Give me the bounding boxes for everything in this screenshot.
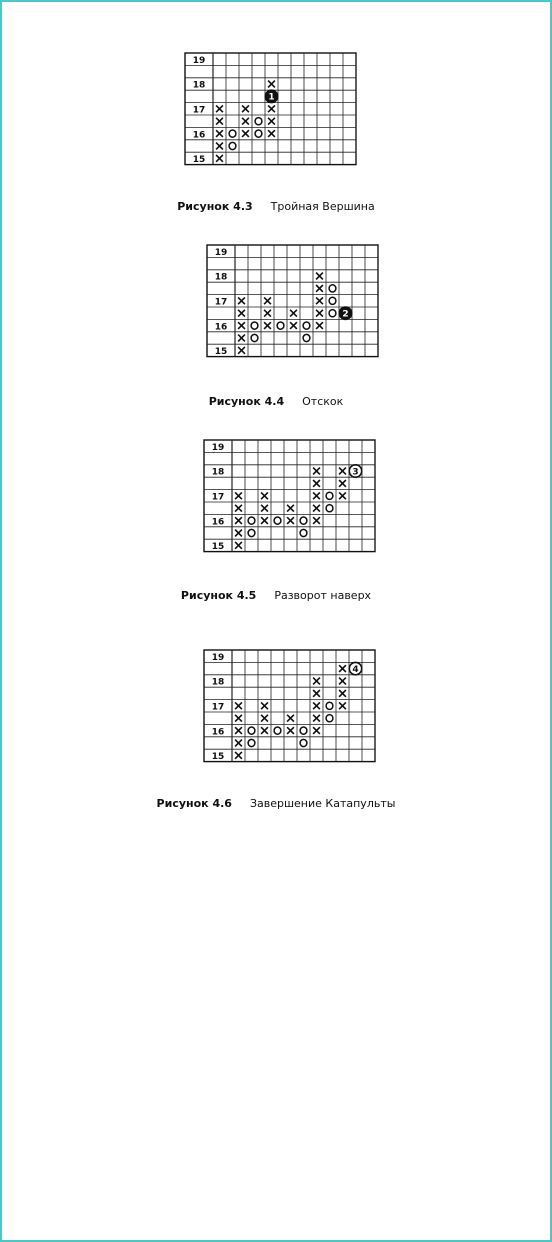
figure-caption (0, 797, 552, 810)
x-mark (261, 727, 268, 734)
x-mark (216, 105, 223, 112)
y-tick-label: 17 (214, 297, 228, 308)
x-mark (313, 715, 320, 722)
x-mark (261, 715, 268, 722)
x-mark (235, 530, 242, 537)
grid-lines (207, 245, 378, 357)
x-mark (316, 285, 323, 292)
x-mark (235, 542, 242, 549)
x-mark (264, 310, 271, 317)
figure-title: Завершение Катапульты (249, 797, 396, 810)
x-mark (261, 517, 268, 524)
figure-title: Разворот наверх (274, 589, 372, 602)
x-mark (339, 678, 346, 685)
x-mark (238, 310, 245, 317)
pnf-grid-svg (203, 649, 390, 763)
figure-title: Отскок (302, 395, 344, 408)
o-mark (255, 130, 262, 137)
signal-marker-label: 3 (352, 467, 359, 478)
y-tick-label: 18 (211, 677, 225, 688)
x-mark (235, 740, 242, 747)
o-mark (274, 727, 281, 734)
x-mark (242, 105, 249, 112)
x-mark (287, 715, 294, 722)
y-tick-label: 17 (192, 105, 206, 116)
figure-caption (0, 395, 552, 408)
y-tick-label: 15 (192, 155, 206, 166)
signal-marker-label: 1 (268, 92, 275, 103)
x-mark (287, 727, 294, 734)
o-mark (300, 739, 307, 746)
signal-marker-label: 4 (352, 664, 359, 675)
x-mark (235, 715, 242, 722)
x-mark (339, 468, 346, 475)
x-mark (313, 505, 320, 512)
x-mark (235, 517, 242, 524)
x-mark (268, 81, 275, 88)
o-mark (300, 529, 307, 536)
x-mark (287, 505, 294, 512)
x-mark (264, 322, 271, 329)
pnf-grid-svg (184, 52, 371, 166)
x-mark (238, 297, 245, 304)
y-tick-label: 16 (214, 322, 228, 333)
y-tick-label: 15 (211, 542, 225, 553)
o-mark (274, 517, 281, 524)
x-mark (235, 702, 242, 709)
figure-label: Рисунок 4.6 (156, 797, 232, 810)
o-mark (251, 322, 258, 329)
x-mark (238, 347, 245, 354)
y-tick-label: 16 (192, 130, 206, 141)
x-mark (264, 297, 271, 304)
o-mark (255, 118, 262, 125)
o-mark (277, 322, 284, 329)
o-mark (229, 130, 236, 137)
pnf-chart (206, 244, 393, 358)
y-tick-label: 15 (211, 752, 225, 763)
o-mark (329, 297, 336, 304)
x-mark (339, 702, 346, 709)
y-tick-label: 17 (211, 702, 225, 713)
o-mark (329, 285, 336, 292)
o-mark (303, 334, 310, 341)
o-mark (326, 702, 333, 709)
signal-marker-label: 2 (342, 309, 349, 320)
x-mark (242, 118, 249, 125)
y-tick-label: 18 (192, 80, 206, 91)
y-tick-label: 17 (211, 492, 225, 503)
x-mark (316, 322, 323, 329)
y-tick-label: 19 (192, 55, 206, 66)
figure-caption (0, 589, 552, 602)
y-tick-label: 16 (211, 727, 225, 738)
x-mark (313, 480, 320, 487)
x-mark (238, 335, 245, 342)
y-tick-label: 16 (211, 517, 225, 528)
x-mark (216, 130, 223, 137)
o-mark (248, 727, 255, 734)
o-mark (251, 334, 258, 341)
x-mark (261, 492, 268, 499)
figure-label: Рисунок 4.3 (177, 200, 253, 213)
x-mark (313, 492, 320, 499)
x-mark (261, 702, 268, 709)
x-mark (235, 727, 242, 734)
o-mark (300, 517, 307, 524)
x-mark (290, 310, 297, 317)
figure-caption (0, 200, 552, 213)
x-mark (235, 505, 242, 512)
x-mark (235, 492, 242, 499)
x-mark (268, 130, 275, 137)
x-mark (313, 727, 320, 734)
x-mark (287, 517, 294, 524)
x-mark (235, 752, 242, 759)
o-mark (326, 492, 333, 499)
x-mark (238, 322, 245, 329)
figure-label: Рисунок 4.5 (180, 589, 257, 602)
x-mark (268, 118, 275, 125)
o-mark (329, 310, 336, 317)
x-mark (339, 480, 346, 487)
x-mark (339, 492, 346, 499)
o-mark (326, 715, 333, 722)
x-mark (313, 702, 320, 709)
grid-lines (204, 440, 375, 552)
pnf-chart (203, 649, 390, 763)
o-mark (303, 322, 310, 329)
x-mark (268, 105, 275, 112)
x-mark (316, 273, 323, 280)
figure-label: Рисунок 4.4 (208, 395, 285, 408)
x-mark (313, 690, 320, 697)
x-mark (313, 678, 320, 685)
x-mark (339, 665, 346, 672)
pnf-chart (203, 439, 390, 553)
o-mark (248, 517, 255, 524)
x-mark (313, 468, 320, 475)
y-tick-label: 19 (214, 247, 228, 258)
x-mark (313, 517, 320, 524)
y-tick-label: 19 (211, 442, 225, 453)
pnf-grid-svg (203, 439, 390, 553)
y-tick-label: 18 (211, 467, 225, 478)
pnf-grid-svg (206, 244, 393, 358)
x-mark (316, 297, 323, 304)
x-mark (339, 690, 346, 697)
pnf-chart (184, 52, 371, 166)
x-mark (290, 322, 297, 329)
o-mark (300, 727, 307, 734)
o-mark (248, 739, 255, 746)
x-mark (216, 118, 223, 125)
y-tick-label: 15 (214, 347, 228, 358)
figure-title: Тройная Вершина (270, 200, 375, 213)
x-mark (261, 505, 268, 512)
o-mark (248, 529, 255, 536)
x-mark (242, 130, 249, 137)
o-mark (326, 505, 333, 512)
o-mark (229, 142, 236, 149)
x-mark (216, 143, 223, 150)
x-mark (316, 310, 323, 317)
y-tick-label: 18 (214, 272, 228, 283)
x-mark (216, 155, 223, 162)
y-tick-label: 19 (211, 652, 225, 663)
